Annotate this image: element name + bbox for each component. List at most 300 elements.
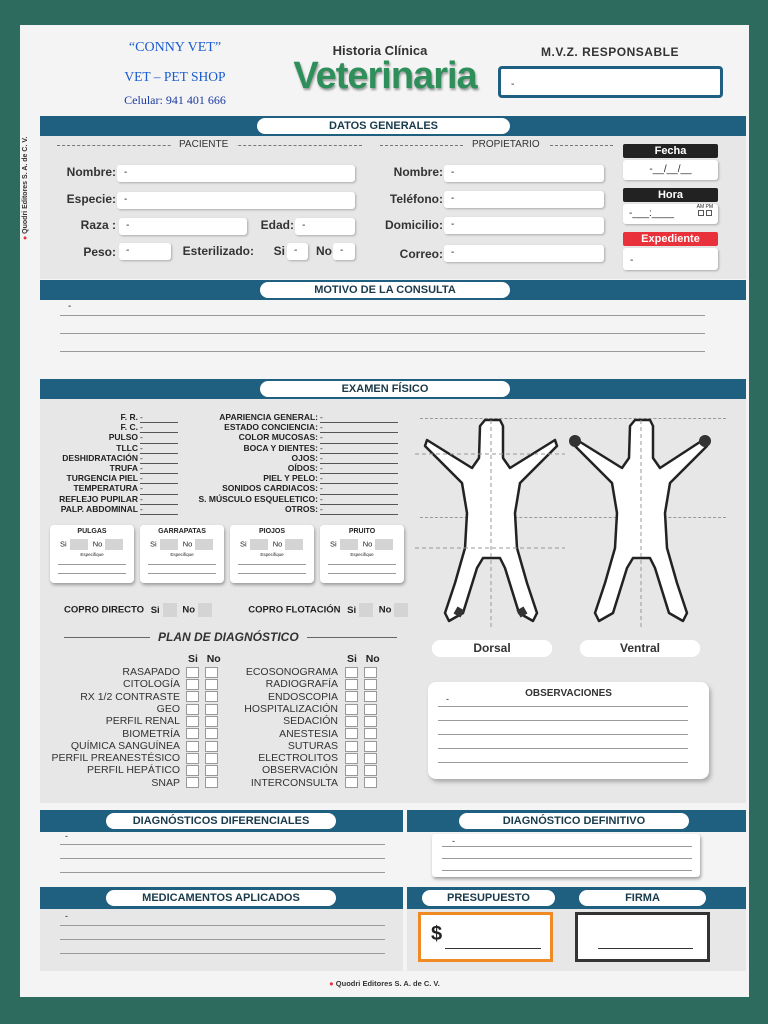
exam-right-label: ESTADO CONCIENCIA: xyxy=(224,422,318,433)
ventral-diagram xyxy=(565,418,715,633)
motivo-line-2 xyxy=(60,333,705,334)
plan-title: PLAN DE DIAGNÓSTICO xyxy=(150,630,307,644)
parasite-box xyxy=(230,525,314,583)
plan-right-no-checkbox[interactable] xyxy=(364,691,377,702)
plan-no-left: No xyxy=(206,653,221,665)
parasite-label: PRUITO xyxy=(348,528,376,535)
exam-left-item xyxy=(50,443,138,453)
presupuesto-line xyxy=(445,948,541,949)
plan-left-checks xyxy=(183,752,221,764)
plan-right-row xyxy=(220,703,338,715)
plan-right-si-checkbox[interactable] xyxy=(345,765,358,776)
parasite-no-checkbox[interactable] xyxy=(285,539,303,550)
exam-left-item xyxy=(50,412,138,422)
propietario-label: PROPIETARIO xyxy=(464,139,548,150)
domicilio-field[interactable]: - xyxy=(444,217,604,234)
plan-si-no-left xyxy=(188,653,221,665)
plan-left-checks xyxy=(183,666,221,678)
paciente-label: PACIENTE xyxy=(171,139,236,150)
plan-left-si-checkbox[interactable] xyxy=(186,765,199,776)
exam-right-label: BOCA Y DIENTES: xyxy=(243,442,318,453)
exam-left-label: F. R. xyxy=(120,412,138,422)
exam-left-label: PALP. ABDOMINAL xyxy=(60,503,138,514)
plan-right-label: ECOSONOGRAMA xyxy=(245,666,338,678)
plan-right-checks xyxy=(342,715,380,727)
esterilizado-label: Esterilizado: xyxy=(182,244,254,258)
exam-right-label: PIEL Y PELO: xyxy=(263,473,318,484)
exam-right-item xyxy=(180,483,318,493)
presupuesto-title: PRESUPUESTO xyxy=(422,890,555,906)
plan-left-checks xyxy=(183,691,221,703)
exam-left-value: - xyxy=(140,452,143,463)
plan-left-label: CITOLOGÍA xyxy=(123,678,180,691)
esterilizado-si-field[interactable]: - xyxy=(287,243,308,260)
plan-right-row xyxy=(220,777,338,789)
parasite-box xyxy=(140,525,224,583)
plan-left-no-checkbox[interactable] xyxy=(205,679,218,690)
plan-right-label: ANESTESIA xyxy=(279,727,338,740)
exam-left-value: - xyxy=(140,432,143,443)
copro-flotacion-no-label: No xyxy=(378,604,392,616)
plan-left-row xyxy=(48,666,180,678)
expediente-field[interactable]: - xyxy=(623,248,718,270)
exam-right-item xyxy=(180,432,318,442)
plan-right-label: SEDACIÓN xyxy=(283,715,338,728)
plan-right-checks xyxy=(342,728,380,740)
parasite-line-1 xyxy=(148,564,216,565)
plan-right-si-checkbox[interactable] xyxy=(345,679,358,690)
plan-left-si-checkbox[interactable] xyxy=(186,704,199,715)
obs-line-1 xyxy=(438,706,688,707)
plan-left-si-checkbox[interactable] xyxy=(186,667,199,678)
exam-left-label: F. C. xyxy=(120,422,138,433)
diag-def-box[interactable] xyxy=(432,834,700,877)
plan-left-no-checkbox[interactable] xyxy=(205,691,218,702)
plan-right-si-checkbox[interactable] xyxy=(345,716,358,727)
medicamentos-title: MEDICAMENTOS APLICADOS xyxy=(106,890,336,906)
exam-left-item xyxy=(50,453,138,463)
plan-right-label: HOSPITALIZACIÓN xyxy=(244,702,338,715)
plan-left-checks xyxy=(183,715,221,727)
firma-title: FIRMA xyxy=(579,890,706,906)
exam-right-label: COLOR MUCOSAS: xyxy=(238,432,318,443)
exam-left-label: DESHIDRATACIÓN xyxy=(62,452,138,463)
exam-right-label: APARIENCIA GENERAL: xyxy=(219,412,318,422)
medicamentos-value: - xyxy=(65,911,68,921)
footer xyxy=(20,979,749,988)
plan-right-si-checkbox[interactable] xyxy=(345,704,358,715)
plan-left-checks xyxy=(183,764,221,776)
parasite-box xyxy=(50,525,134,583)
plan-left-si-checkbox[interactable] xyxy=(186,716,199,727)
plan-left-si-checkbox[interactable] xyxy=(186,777,199,788)
mvz-field[interactable] xyxy=(498,66,723,98)
plan-right-no-checkbox[interactable] xyxy=(364,765,377,776)
med-line-1 xyxy=(60,925,385,926)
exam-right-item xyxy=(180,473,318,483)
plan-right-si-checkbox[interactable] xyxy=(345,777,358,788)
parasite-no-label: No xyxy=(182,539,193,549)
plan-left-no-checkbox[interactable] xyxy=(205,716,218,727)
parasite-especifique: Especifique xyxy=(350,552,374,557)
parasite-si-checkbox[interactable] xyxy=(250,539,268,550)
side-text xyxy=(22,137,29,240)
edad-label: Edad: xyxy=(260,218,294,232)
copro-directo-no-checkbox[interactable] xyxy=(198,603,212,617)
exam-right-value: - xyxy=(320,422,323,433)
parasite-no-label: No xyxy=(272,539,283,549)
exam-left-value: - xyxy=(140,422,143,433)
exam-left-value: - xyxy=(140,503,143,514)
diag-dif-value: - xyxy=(65,831,68,841)
exam-right-value: - xyxy=(320,442,323,453)
plan-left-row xyxy=(48,740,180,752)
datos-title: DATOS GENERALES xyxy=(257,118,510,134)
plan-right-si-checkbox[interactable] xyxy=(345,741,358,752)
parasite-line-1 xyxy=(58,564,126,565)
plan-left-label: PERFIL RENAL xyxy=(105,715,180,728)
plan-right-row xyxy=(220,764,338,776)
plan-right-no-checkbox[interactable] xyxy=(364,679,377,690)
plan-left-checks xyxy=(183,740,221,752)
nombre-field[interactable]: - xyxy=(117,165,355,182)
plan-right-si-checkbox[interactable] xyxy=(345,691,358,702)
exam-left-value: - xyxy=(140,442,143,453)
telefono-label: Teléfono: xyxy=(389,192,443,206)
copro-directo-si-label: Si xyxy=(150,604,160,616)
exam-left-value: - xyxy=(140,473,143,484)
footer-text: Quodri Editores S. A. de C. V. xyxy=(335,979,440,988)
hora-value: -___:____ xyxy=(629,208,675,219)
plan-left-row xyxy=(48,764,180,776)
exam-left-item xyxy=(50,494,138,504)
correo-label: Correo: xyxy=(399,247,443,261)
pm-label: PM xyxy=(705,204,713,210)
plan-right-no-checkbox[interactable] xyxy=(364,777,377,788)
exam-left-value: - xyxy=(140,493,143,504)
plan-right-label: SUTURAS xyxy=(287,739,338,752)
parasite-line-1 xyxy=(238,564,306,565)
plan-right-label: OBSERVACIÓN xyxy=(261,764,338,777)
exam-left-label: TURGENCIA PIEL xyxy=(66,473,138,484)
edad-field[interactable]: - xyxy=(295,218,355,235)
parasite-label: PULGAS xyxy=(77,528,107,535)
parasite-si-label: Si xyxy=(60,539,67,549)
diag-def-bar xyxy=(407,810,746,832)
especie-label: Especie: xyxy=(66,192,116,206)
exam-right-label: S. MÚSCULO ESQUELETICO: xyxy=(198,493,318,504)
plan-right-no-checkbox[interactable] xyxy=(364,728,377,739)
dorsal-label: Dorsal xyxy=(432,640,552,657)
plan-left-no-checkbox[interactable] xyxy=(205,777,218,788)
parasite-no-checkbox[interactable] xyxy=(375,539,393,550)
plan-left-label: PERFIL PREANESTÉSICO xyxy=(51,752,180,765)
plan-left-checks xyxy=(183,728,221,740)
observaciones-title: OBSERVACIONES xyxy=(525,688,612,699)
plan-no-right: No xyxy=(365,653,380,665)
parasite-si-checkbox[interactable] xyxy=(70,539,88,550)
parasite-line-2 xyxy=(238,573,306,574)
raza-label: Raza : xyxy=(80,218,116,232)
parasite-no-label: No xyxy=(362,539,373,549)
plan-left-checks xyxy=(183,777,221,789)
plan-left-checks xyxy=(183,703,221,715)
plan-right-label: ENDOSCOPIA xyxy=(267,690,338,703)
observaciones-box xyxy=(428,682,709,779)
exam-left-label: TLLC xyxy=(116,442,138,453)
plan-left-no-checkbox[interactable] xyxy=(205,753,218,764)
plan-right-row xyxy=(220,666,338,678)
copro-row xyxy=(64,603,411,617)
plan-right-checks xyxy=(342,703,380,715)
pm-checkbox[interactable] xyxy=(706,210,712,216)
plan-right-label: INTERCONSULTA xyxy=(250,776,338,789)
plan-left-no-checkbox[interactable] xyxy=(205,704,218,715)
prop-nombre-field[interactable]: - xyxy=(444,165,604,182)
hora-label: Hora xyxy=(623,188,718,202)
parasite-no-checkbox[interactable] xyxy=(105,539,123,550)
exam-left-fill[interactable] xyxy=(140,504,178,515)
plan-right-no-checkbox[interactable] xyxy=(364,667,377,678)
exam-right-item xyxy=(180,422,318,432)
exam-left-item xyxy=(50,504,138,514)
title-small: Historia Clínica xyxy=(332,43,428,58)
parasite-line-2 xyxy=(58,573,126,574)
plan-right-row xyxy=(220,752,338,764)
plan-left-si-checkbox[interactable] xyxy=(186,728,199,739)
plan-left-row xyxy=(48,777,180,789)
raza-field[interactable]: - xyxy=(119,218,247,235)
currency-symbol: $ xyxy=(431,923,443,945)
exam-left-item xyxy=(50,463,138,473)
diag-def-line-2 xyxy=(442,858,692,859)
exam-left-label: TEMPERATURA xyxy=(73,483,138,494)
plan-left-label: SNAP xyxy=(151,776,180,789)
plan-right-checks xyxy=(342,764,380,776)
plan-left-no-checkbox[interactable] xyxy=(205,765,218,776)
dorsal-diagram xyxy=(415,418,565,633)
plan-right-no-checkbox[interactable] xyxy=(364,716,377,727)
telefono-field[interactable]: - xyxy=(444,191,604,208)
paciente-header xyxy=(57,139,362,155)
plan-right-no-checkbox[interactable] xyxy=(364,741,377,752)
am-checkbox[interactable] xyxy=(698,210,704,216)
clinic-phone: Celular: 941 401 666 xyxy=(124,93,226,107)
exam-left-item xyxy=(50,422,138,432)
plan-right-row xyxy=(220,740,338,752)
side-text-label: Quodri Editores S. A. de C. V. xyxy=(22,136,29,234)
obs-line-4 xyxy=(438,748,688,749)
exam-right-item xyxy=(180,412,318,422)
diag-dif-bar xyxy=(40,810,403,832)
exam-left-label: REFLEJO PUPILAR xyxy=(59,493,138,504)
motivo-line-1 xyxy=(60,315,705,316)
plan-left-checks xyxy=(183,678,221,690)
diag-def-line-3 xyxy=(442,870,692,871)
plan-si-right: Si xyxy=(347,653,357,665)
diag-dif-line-1 xyxy=(60,844,385,845)
plan-right-row xyxy=(220,715,338,727)
plan-left-row xyxy=(48,703,180,715)
exam-right-label: OTROS: xyxy=(284,503,318,514)
med-line-3 xyxy=(60,953,385,954)
exam-left-value: - xyxy=(140,483,143,494)
exam-right-label: SONIDOS CARDIACOS: xyxy=(222,483,318,494)
exam-left-label: TRUFA xyxy=(109,463,138,473)
exam-left-value: - xyxy=(140,463,143,473)
parasite-box xyxy=(320,525,404,583)
diag-dif-line-3 xyxy=(60,872,385,873)
expediente-label: Expediente xyxy=(623,232,718,246)
motivo-line-3 xyxy=(60,351,705,352)
mvz-value: - xyxy=(511,79,515,90)
plan-left-si-checkbox[interactable] xyxy=(186,679,199,690)
ventral-label: Ventral xyxy=(580,640,700,657)
correo-field[interactable]: - xyxy=(444,245,604,262)
plan-right-checks xyxy=(342,691,380,703)
parasite-especifique: Especifique xyxy=(80,552,104,557)
fecha-field[interactable]: -__/__/__ xyxy=(623,160,718,180)
exam-right-item xyxy=(180,463,318,473)
copro-directo-si-checkbox[interactable] xyxy=(163,603,177,617)
plan-right-row xyxy=(220,678,338,690)
exam-right-value: - xyxy=(320,483,323,494)
exam-right-value: - xyxy=(320,503,323,514)
hora-field[interactable] xyxy=(623,204,718,224)
no-label: No xyxy=(316,244,332,258)
copro-flotacion-no-checkbox[interactable] xyxy=(394,603,408,617)
plan-left-row xyxy=(48,691,180,703)
exam-right-item xyxy=(180,504,318,514)
parasite-label: PIOJOS xyxy=(258,528,286,535)
parasite-si-label: Si xyxy=(150,539,157,549)
exam-right-fill[interactable] xyxy=(320,504,398,515)
diag-def-line-1 xyxy=(442,846,692,847)
motivo-title: MOTIVO DE LA CONSULTA xyxy=(260,282,510,298)
firma-line xyxy=(598,948,693,949)
plan-right-checks xyxy=(342,678,380,690)
exam-left-value: - xyxy=(140,412,143,422)
am-label: AM xyxy=(696,204,705,210)
examen-bar xyxy=(40,379,746,399)
propietario-header xyxy=(380,139,613,155)
parasite-label: GARRAPATAS xyxy=(158,528,206,535)
plan-left-row xyxy=(48,752,180,764)
plan-right-checks xyxy=(342,740,380,752)
copro-directo-label: COPRO DIRECTO xyxy=(64,604,145,616)
quodri-logo-icon: ● xyxy=(22,235,29,240)
plan-right-label: ELECTROLITOS xyxy=(258,752,338,765)
copro-flotacion-si-checkbox[interactable] xyxy=(359,603,373,617)
presupuesto-box[interactable] xyxy=(418,912,553,962)
plan-right-checks xyxy=(342,752,380,764)
plan-left-si-checkbox[interactable] xyxy=(186,753,199,764)
medicamentos-area xyxy=(40,909,403,971)
parasite-no-checkbox[interactable] xyxy=(195,539,213,550)
plan-right-no-checkbox[interactable] xyxy=(364,704,377,715)
plan-right-si-checkbox[interactable] xyxy=(345,667,358,678)
ampm xyxy=(697,205,713,218)
parasite-line-2 xyxy=(328,573,396,574)
diag-dif-title: DIAGNÓSTICOS DIFERENCIALES xyxy=(106,813,336,829)
plan-si-no-right xyxy=(347,653,380,665)
plan-left-no-checkbox[interactable] xyxy=(205,667,218,678)
datos-bar xyxy=(40,116,746,136)
plan-left-label: RASAPADO xyxy=(122,666,180,678)
exam-right-value: - xyxy=(320,473,323,484)
parasite-si-checkbox[interactable] xyxy=(340,539,358,550)
parasite-line-2 xyxy=(148,573,216,574)
plan-left-si-checkbox[interactable] xyxy=(186,691,199,702)
examen-title: EXAMEN FÍSICO xyxy=(260,381,510,397)
plan-right-no-checkbox[interactable] xyxy=(364,753,377,764)
peso-field[interactable]: - xyxy=(119,243,171,260)
parasite-especifique: Especifique xyxy=(260,552,284,557)
plan-left-row xyxy=(48,715,180,727)
exam-right-label: OÍDOS: xyxy=(287,463,318,473)
prop-nombre-label: Nombre: xyxy=(393,165,443,179)
exam-right-value: - xyxy=(320,412,323,422)
plan-right-checks xyxy=(342,666,380,678)
obs-line-5 xyxy=(438,762,688,763)
plan-left-label: BIOMETRÍA xyxy=(122,727,180,740)
parasite-si-checkbox[interactable] xyxy=(160,539,178,550)
exam-left-item xyxy=(50,432,138,442)
exam-left-item xyxy=(50,483,138,493)
parasite-si-label: Si xyxy=(240,539,247,549)
plan-left-no-checkbox[interactable] xyxy=(205,741,218,752)
plan-left-label: GEO xyxy=(156,702,180,715)
peso-label: Peso: xyxy=(83,245,116,259)
exam-right-item xyxy=(180,443,318,453)
nombre-label: Nombre: xyxy=(66,165,116,179)
diag-def-value: - xyxy=(452,836,455,846)
plan-left-label: QUÍMICA SANGUÍNEA xyxy=(70,739,180,752)
parasite-no-label: No xyxy=(92,539,103,549)
plan-right-si-checkbox[interactable] xyxy=(345,728,358,739)
motivo-value: - xyxy=(68,301,72,312)
plan-left-label: RX 1/2 CONTRASTE xyxy=(80,690,180,703)
diag-def-title: DIAGNÓSTICO DEFINITIVO xyxy=(459,813,689,829)
exam-right-value: - xyxy=(320,432,323,443)
exam-left-label: PULSO xyxy=(108,432,138,443)
si-label: Si xyxy=(273,244,285,258)
domicilio-label: Domicilio: xyxy=(384,218,443,232)
especie-field[interactable]: - xyxy=(117,192,355,209)
plan-si-left: Si xyxy=(188,653,198,665)
exam-right-value: - xyxy=(320,463,323,473)
clinic-name: “CONNY VET” xyxy=(128,40,222,55)
diag-dif-line-2 xyxy=(60,858,385,859)
exam-right-value: - xyxy=(320,493,323,504)
plan-left-si-checkbox[interactable] xyxy=(186,741,199,752)
copro-directo-no-label: No xyxy=(182,604,195,616)
parasite-line-1 xyxy=(328,564,396,565)
esterilizado-no-field[interactable]: - xyxy=(333,243,355,260)
med-line-2 xyxy=(60,939,385,940)
plan-right-si-checkbox[interactable] xyxy=(345,753,358,764)
firma-box[interactable] xyxy=(575,912,710,962)
exam-right-value: - xyxy=(320,452,323,463)
exam-left-item xyxy=(50,473,138,483)
fecha-label: Fecha xyxy=(623,144,718,158)
copro-flotacion-si-label: Si xyxy=(347,604,357,616)
plan-header xyxy=(64,630,397,647)
plan-left-no-checkbox[interactable] xyxy=(205,728,218,739)
medicamentos-bar xyxy=(40,887,403,909)
plan-left-row xyxy=(48,728,180,740)
plan-right-checks xyxy=(342,777,380,789)
